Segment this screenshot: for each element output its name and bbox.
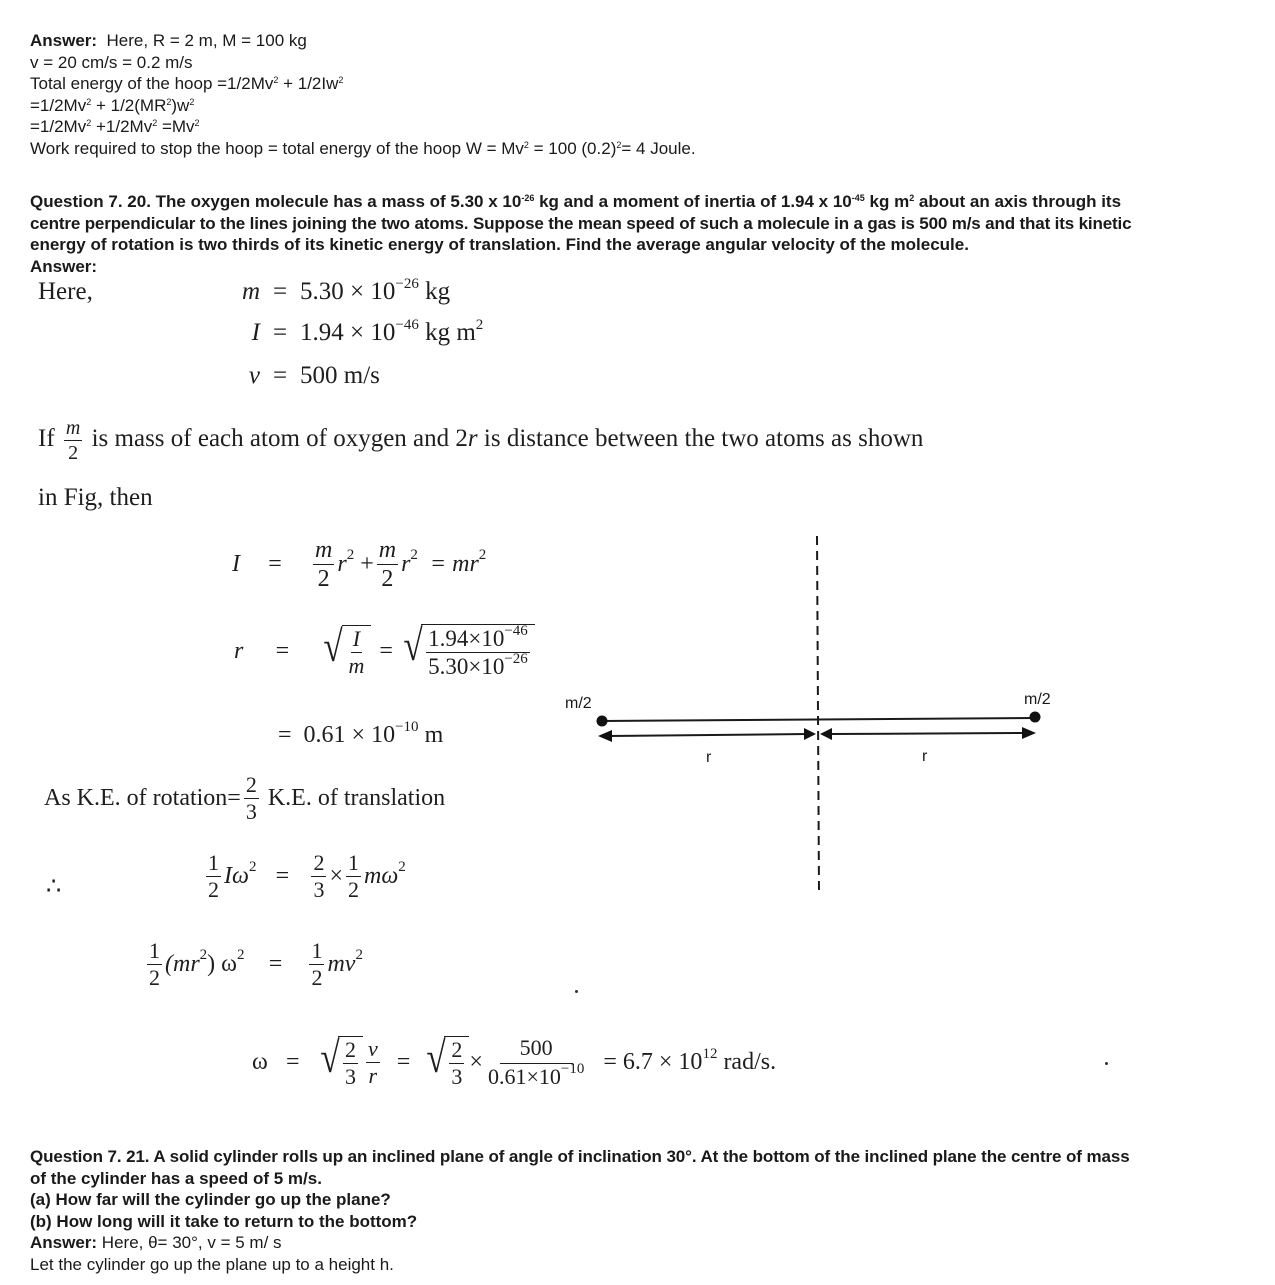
text: is mass of each atom of oxygen and 2: [91, 425, 468, 453]
superscript: 2: [166, 96, 172, 107]
question-7-21: [30, 1146, 1275, 1275]
equals-sign: =: [275, 863, 290, 889]
denominator: 2: [381, 566, 394, 592]
equals-sign: =: [268, 951, 283, 977]
prev-answer-line-2: v = 20 cm/s = 0.2 m/s: [30, 52, 193, 72]
fraction-v-over-r: [366, 1035, 380, 1088]
fraction-500: [486, 1034, 586, 1089]
exponent: 2: [475, 317, 484, 333]
denominator: 3: [451, 1064, 463, 1089]
text: As K.E. of rotation=: [44, 785, 241, 811]
given-values: Here, θ= 30°, v = 5 m/ s: [97, 1233, 282, 1252]
fraction: [206, 852, 221, 901]
equation-kinetic-energy-2: [144, 940, 363, 989]
fraction: [313, 538, 334, 591]
denominator: 3: [344, 1064, 356, 1089]
fraction: [147, 940, 162, 989]
prev-answer-line-4: [30, 95, 696, 117]
equals-sign: =: [396, 1048, 411, 1075]
given-inertia: [238, 319, 483, 347]
equals-sign: =: [278, 722, 292, 748]
arrowhead-left: [598, 730, 612, 742]
unit: kg m: [418, 319, 476, 346]
right-atom: [1030, 712, 1041, 723]
answer-line: [30, 1232, 1275, 1254]
denominator: 2: [68, 442, 79, 464]
scan-speck: [575, 990, 578, 993]
exponent: −10: [395, 719, 419, 735]
text: Question 7. 20. The oxygen molecule has a mass of 5.30 x 10: [30, 192, 522, 211]
symbol-m: m: [241, 278, 260, 305]
value: 0.61 × 10: [303, 722, 396, 748]
exponent: 2: [248, 859, 257, 876]
radicand: [444, 1036, 469, 1088]
numerator: 2: [344, 1037, 356, 1062]
text: about an axis through its: [914, 192, 1122, 211]
text: =Mv: [157, 117, 195, 136]
value: 1.94 × 10: [300, 319, 396, 346]
denominator: r: [368, 1062, 378, 1088]
equals-sign: =: [286, 1048, 300, 1075]
ke-relation-line: [44, 774, 445, 823]
unit: m: [418, 722, 444, 748]
fraction-2-over-3: [244, 774, 259, 823]
sqrt-numeric: [401, 621, 535, 679]
unit: kg: [418, 278, 451, 305]
question-heading-line-1: [30, 191, 1275, 213]
sqrt-2-over-3: [424, 1033, 469, 1089]
scan-speck: [1105, 1062, 1108, 1065]
numerator: 1: [208, 850, 219, 875]
fraction: [347, 628, 367, 677]
radical-sign: √: [403, 621, 423, 670]
exponent: −10: [560, 1060, 585, 1077]
question-heading-line-3: energy of rotation is two thirds of its kinetic energy of translation. Find the average angular velocity of the molecule.: [30, 235, 969, 254]
text: =1/2Mv: [30, 95, 87, 115]
unit: rad/s.: [717, 1048, 777, 1075]
question-7-20: [30, 191, 1275, 277]
question-part-a: (a) How far will the cylinder go up the plane?: [30, 1190, 391, 1209]
exponent: 2: [199, 947, 208, 964]
term: r: [401, 551, 411, 577]
equation-inertia: [232, 538, 486, 591]
arrowhead-right: [1022, 727, 1036, 739]
fraction-m-over-2: [64, 418, 82, 463]
fraction: [449, 1039, 464, 1088]
numerator: 2: [313, 850, 325, 875]
numerator: 1: [311, 938, 323, 963]
numerator: 2: [245, 772, 257, 797]
denominator: 3: [245, 799, 257, 824]
lhs: I: [232, 551, 240, 577]
prev-answer-line-1: [30, 30, 696, 52]
superscript: 2: [338, 75, 344, 85]
value: 5.30 × 10: [300, 278, 396, 305]
therefore-symbol: ∴: [46, 874, 62, 900]
term: mω: [363, 863, 399, 889]
sqrt-2-over-3: [318, 1033, 363, 1089]
denominator: 3: [313, 877, 325, 902]
numerator: 2: [451, 1037, 463, 1062]
numerator: I: [352, 626, 361, 651]
text: 0.61×10: [487, 1063, 561, 1089]
denominator: [426, 653, 530, 678]
left-atom: [597, 716, 608, 727]
text: + 1/2Iw: [278, 74, 339, 93]
rotation-axis-dashed-line: [817, 536, 819, 892]
text: = 4 Joule.: [621, 138, 696, 158]
superscript: 2: [523, 139, 529, 150]
text: =1/2Mv: [30, 117, 87, 136]
radical-sign: √: [320, 1033, 340, 1082]
value: 500 m/s: [300, 362, 380, 389]
radicand: [421, 624, 535, 678]
exponent: 2: [355, 947, 363, 964]
superscript: 2: [86, 118, 92, 128]
denominator: [486, 1060, 586, 1089]
superscript: 2: [273, 75, 279, 85]
text: Work required to stop the hoop = total energy of the hoop W = Mv: [30, 138, 524, 158]
equals-sign: =: [268, 551, 282, 577]
paragraph-if: [38, 418, 923, 463]
answer-label: Answer:: [30, 256, 98, 276]
superscript: 2: [86, 96, 92, 107]
arrowhead-left-center: [804, 728, 816, 740]
superscript: 2: [189, 96, 195, 107]
text: is distance between the two atoms as shown: [477, 425, 924, 453]
exponent: 2: [478, 547, 487, 564]
lhs-omega: ω: [252, 1048, 268, 1075]
plus-sign: +: [360, 551, 374, 577]
given-mass: [238, 278, 450, 306]
term: Iω: [224, 863, 249, 889]
term: r: [337, 551, 347, 577]
superscript: 2: [909, 193, 915, 203]
text: If: [38, 425, 55, 453]
question-part-b: (b) How long will it take to return to the bottom?: [30, 1211, 418, 1231]
question-heading-line-2: of the cylinder has a speed of 5 m/s.: [30, 1168, 322, 1188]
exponent: 2: [410, 547, 418, 564]
symbol-I: I: [251, 319, 260, 346]
text: Total energy of the hoop =1/2Mv: [30, 74, 274, 93]
previous-answer-block: [30, 30, 696, 159]
rhs: = mr: [429, 551, 479, 577]
text: 1.94×10: [428, 626, 505, 651]
text: r: [467, 425, 478, 453]
superscript: -26: [521, 193, 535, 203]
symbol-v: v: [248, 362, 260, 389]
equation-radius-result: [278, 719, 444, 749]
text: kg and a moment of inertia of 1.94 x 10: [534, 192, 852, 211]
numerator: m: [378, 537, 397, 563]
answer-label: Answer:: [30, 1233, 98, 1252]
exponent: −26: [504, 651, 528, 667]
here-label: Here,: [38, 278, 93, 305]
superscript: 2: [152, 118, 158, 128]
exponent: −46: [504, 623, 528, 639]
exponent: 2: [398, 859, 406, 876]
paragraph-line-2: in Fig, then: [38, 484, 153, 511]
exponent: 2: [236, 947, 245, 964]
exponent: 2: [346, 547, 355, 564]
fraction: [377, 538, 398, 591]
term: (mr: [165, 951, 200, 977]
lhs: r: [234, 637, 244, 664]
exponent: −26: [395, 276, 419, 292]
numerator: v: [367, 1035, 378, 1061]
equals-sign: =: [272, 278, 288, 305]
equation-radius: [234, 621, 535, 679]
term: mv: [327, 951, 356, 977]
answer-label: Answer:: [30, 31, 98, 50]
right-mass-label: m/2: [1024, 691, 1051, 708]
equals-sign: =: [275, 637, 290, 664]
left-r-dimension-line: [608, 734, 808, 736]
fraction: [311, 852, 326, 901]
numerator: 1: [347, 850, 359, 875]
prev-answer-line-5: [30, 116, 696, 138]
denominator: m: [348, 653, 365, 678]
left-r-label: r: [706, 749, 712, 766]
numerator: 1: [149, 938, 160, 963]
term: ) ω: [207, 951, 237, 977]
answer-line-2: Let the cylinder go up the plane up to a height h.: [30, 1254, 394, 1274]
prev-answer-line-6: [30, 138, 696, 160]
exponent: −46: [395, 317, 419, 333]
text: + 1/2(MR: [91, 95, 167, 115]
superscript: -45: [851, 193, 865, 203]
radical-sign: √: [426, 1033, 447, 1082]
fraction: [346, 852, 361, 901]
fraction: [309, 940, 324, 989]
radicand: [338, 1036, 363, 1088]
denominator: 2: [317, 566, 330, 592]
denominator: 2: [347, 877, 359, 902]
numerator: m: [315, 537, 333, 563]
arrowhead-right-center: [820, 728, 832, 740]
equation-angular-velocity: [252, 1033, 777, 1089]
question-heading-line-2: centre perpendicular to the lines joining the two atoms. Suppose the mean speed of such a molecule in a gas is 500 m/s and that its kinetic: [30, 213, 1132, 233]
radical-sign: √: [323, 622, 344, 671]
given-velocity: [238, 362, 380, 390]
equation-kinetic-energy-1: [203, 852, 406, 901]
right-r-dimension-line: [830, 733, 1028, 734]
radicand: [342, 625, 372, 677]
denominator: 2: [311, 965, 323, 990]
text: kg m: [864, 192, 910, 211]
equals-sign: =: [379, 637, 393, 664]
given-values: Here, R = 2 m, M = 100 kg: [106, 31, 307, 50]
right-r-label: r: [922, 748, 928, 765]
question-heading-line-1: Question 7. 21. A solid cylinder rolls up an inclined plane of angle of inclination 30°. At the bottom of the inclined plane the centre of mass: [30, 1147, 1130, 1166]
text: 5.30×10: [428, 654, 505, 679]
denominator: 2: [208, 877, 219, 902]
numerator: m: [65, 417, 81, 439]
times-sign: ×: [469, 1048, 483, 1075]
text: = 100 (0.2): [528, 138, 617, 158]
prev-answer-line-3: [30, 73, 696, 95]
sqrt-I-over-m: [321, 622, 371, 678]
superscript: 2: [616, 139, 622, 150]
superscript: 2: [194, 118, 200, 128]
equals-sign: =: [272, 319, 288, 346]
denominator: 2: [149, 965, 160, 990]
text: )w: [171, 95, 190, 115]
text: K.E. of translation: [267, 785, 446, 811]
left-mass-label: m/2: [565, 695, 592, 712]
oxygen-molecule-figure: [560, 530, 1080, 900]
fraction: [343, 1039, 358, 1088]
result: [603, 1045, 777, 1076]
text: = 6.7 × 10: [603, 1048, 703, 1075]
numerator: 500: [500, 1037, 573, 1064]
exponent: 12: [702, 1045, 718, 1062]
times-sign: ×: [329, 863, 343, 889]
text: +1/2Mv: [91, 117, 153, 136]
equals-sign: =: [272, 362, 288, 389]
fraction: [426, 623, 530, 679]
numerator: [426, 623, 530, 653]
